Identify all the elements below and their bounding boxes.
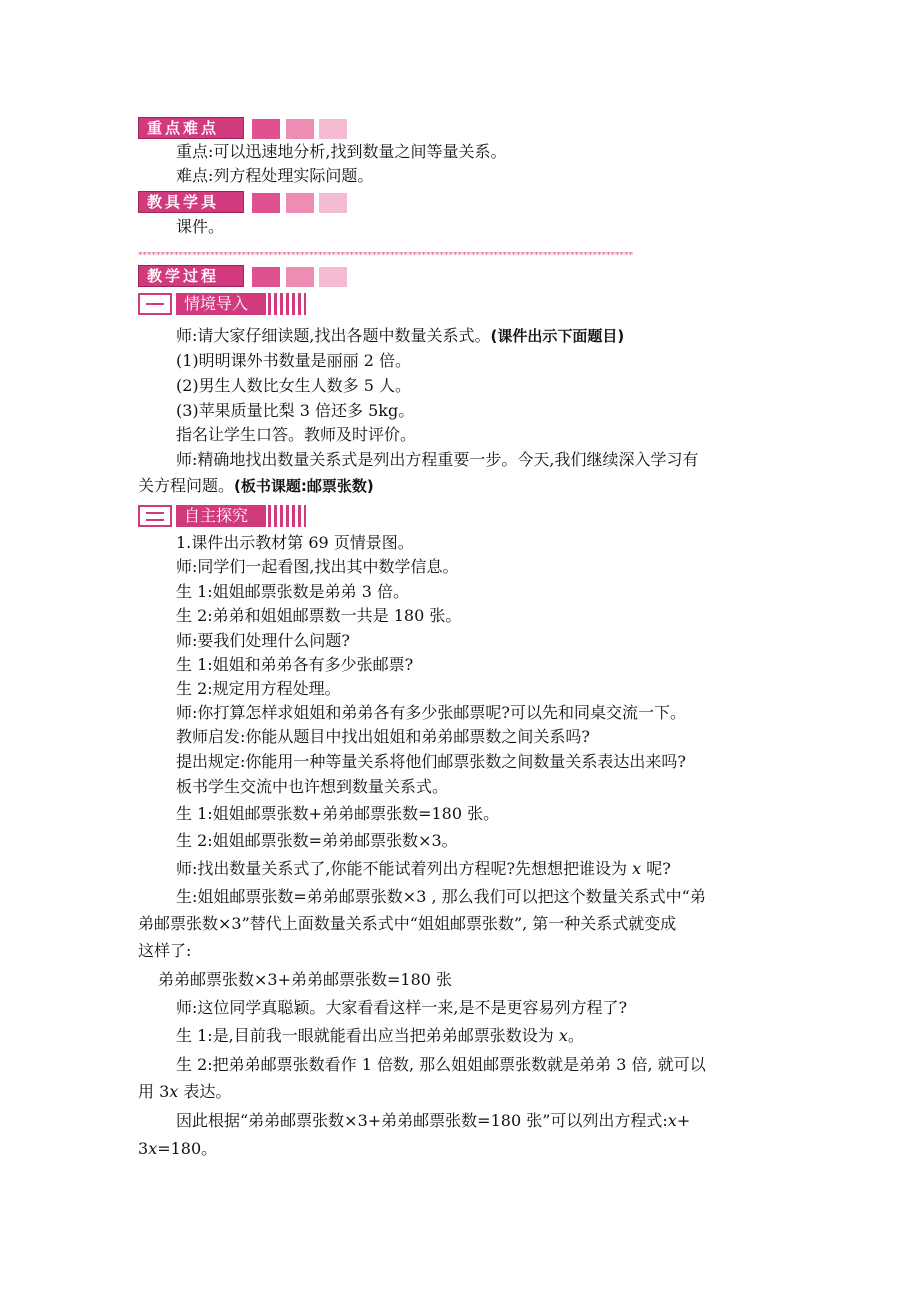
tools-line: 课件。 xyxy=(176,217,225,236)
text-line xyxy=(138,325,824,347)
star-divider: ************************************************************************************************************** xyxy=(138,252,633,260)
text-span: 用 3 xyxy=(138,1082,170,1101)
text-line xyxy=(138,1025,824,1047)
text-line: 师:要我们处理什么问题? xyxy=(176,631,350,650)
section-number-two xyxy=(138,505,172,527)
section-number-one xyxy=(138,293,172,315)
text-line xyxy=(138,1110,824,1132)
section-one-banner xyxy=(138,293,306,317)
text-span: 师:找出数量关系式了,你能不能试着列出方程呢?先想想把谁设为 xyxy=(176,859,633,878)
key-point-line: 重点:可以迅速地分析,找到数量之间等量关系。 xyxy=(176,142,507,161)
text-span: =180。 xyxy=(157,1139,218,1158)
header-label: 教学过程 xyxy=(138,265,244,287)
text-line: 生:姐姐邮票张数=弟弟邮票张数×3 , 那么我们可以把这个数量关系式中“弟 xyxy=(176,887,706,906)
banner-stripes xyxy=(268,505,306,527)
bold-note: (板书课题:邮票张数) xyxy=(234,477,374,495)
header-label: 重点难点 xyxy=(138,117,244,139)
text-line: 教师启发:你能从题目中找出姐姐和弟弟邮票数之间关系吗? xyxy=(176,727,590,746)
section-two-banner xyxy=(138,505,306,529)
text-line: 生 2:姐姐邮票张数=弟弟邮票张数×3。 xyxy=(176,831,458,850)
text-span: 3 xyxy=(138,1139,149,1158)
header-square xyxy=(286,193,314,213)
text-line: 这样了: xyxy=(138,941,192,960)
text-line xyxy=(138,475,786,497)
text-line: (1)明明课外书数量是丽丽 2 倍。 xyxy=(176,351,412,370)
header-square xyxy=(319,119,347,139)
text-span: 呢? xyxy=(641,859,671,878)
header-square xyxy=(286,119,314,139)
variable-x: x xyxy=(667,1111,677,1130)
variable-x: x xyxy=(632,859,642,878)
text-span: 。 xyxy=(567,1026,584,1045)
difficulty-line: 难点:列方程处理实际问题。 xyxy=(176,166,374,185)
section-title: 情境导入 xyxy=(176,293,266,315)
banner-stripes xyxy=(268,293,306,315)
text-line: 1.课件出示教材第 69 页情景图。 xyxy=(176,533,414,552)
text-line xyxy=(138,858,824,880)
text-line: 弟邮票张数×3”替代上面数量关系式中“姐姐邮票张数”, 第一种关系式就变成 xyxy=(138,914,677,933)
section-title: 自主探究 xyxy=(176,505,266,527)
header-square xyxy=(252,119,280,139)
text-line: 生 1:姐姐邮票张数+弟弟邮票张数=180 张。 xyxy=(176,804,500,823)
header-square xyxy=(252,267,280,287)
header-label: 教具学具 xyxy=(138,191,244,213)
text-line: 提出规定:你能用一种等量关系将他们邮票张数之间数量关系表达出来吗? xyxy=(176,752,686,771)
text-line: 弟弟邮票张数×3+弟弟邮票张数=180 张 xyxy=(158,970,453,989)
text-span: 师:请大家仔细读题,找出各题中数量关系式。 xyxy=(176,326,491,345)
text-line: 生 2:把弟弟邮票张数看作 1 倍数, 那么姐姐邮票张数就是弟弟 3 倍, 就可以 xyxy=(176,1055,706,1074)
text-line xyxy=(138,1138,786,1160)
text-span: 因此根据“弟弟邮票张数×3+弟弟邮票张数=180 张”可以列出方程式: xyxy=(176,1111,668,1130)
text-line: 板书学生交流中也许想到数量关系式。 xyxy=(176,777,449,796)
text-line: 师:同学们一起看图,找出其中数学信息。 xyxy=(176,557,459,576)
text-span: 关方程问题。 xyxy=(138,476,235,495)
text-line: (2)男生人数比女生人数多 5 人。 xyxy=(176,376,412,395)
bold-note: (课件出示下面题目) xyxy=(490,327,625,345)
text-line: 生 2:规定用方程处理。 xyxy=(176,679,341,698)
variable-x: x xyxy=(169,1082,179,1101)
text-line: 生 1:姐姐邮票张数是弟弟 3 倍。 xyxy=(176,582,410,601)
text-line: 指名让学生口答。教师及时评价。 xyxy=(176,425,417,444)
header-square xyxy=(286,267,314,287)
variable-x: x xyxy=(558,1026,568,1045)
header-square xyxy=(252,193,280,213)
header-square xyxy=(319,193,347,213)
text-line: 生 2:弟弟和姐姐邮票数一共是 180 张。 xyxy=(176,606,462,625)
text-line: 师:精确地找出数量关系式是列出方程重要一步。今天,我们继续深入学习有 xyxy=(176,450,699,469)
text-line: 师:你打算怎样求姐姐和弟弟各有多少张邮票呢?可以先和同桌交流一下。 xyxy=(176,703,686,722)
text-span: + xyxy=(676,1111,691,1130)
text-span: 表达。 xyxy=(178,1082,232,1101)
variable-x: x xyxy=(148,1139,158,1158)
text-line: 师:这位同学真聪颖。大家看看这样一来,是不是更容易列方程了? xyxy=(176,998,628,1017)
text-line: (3)苹果质量比梨 3 倍还多 5kg。 xyxy=(176,401,415,420)
text-span: 生 1:是,目前我一眼就能看出应当把弟弟邮票张数设为 xyxy=(176,1026,559,1045)
header-square xyxy=(319,267,347,287)
text-line: 生 1:姐姐和弟弟各有多少张邮票? xyxy=(176,655,414,674)
text-line xyxy=(138,1081,786,1103)
